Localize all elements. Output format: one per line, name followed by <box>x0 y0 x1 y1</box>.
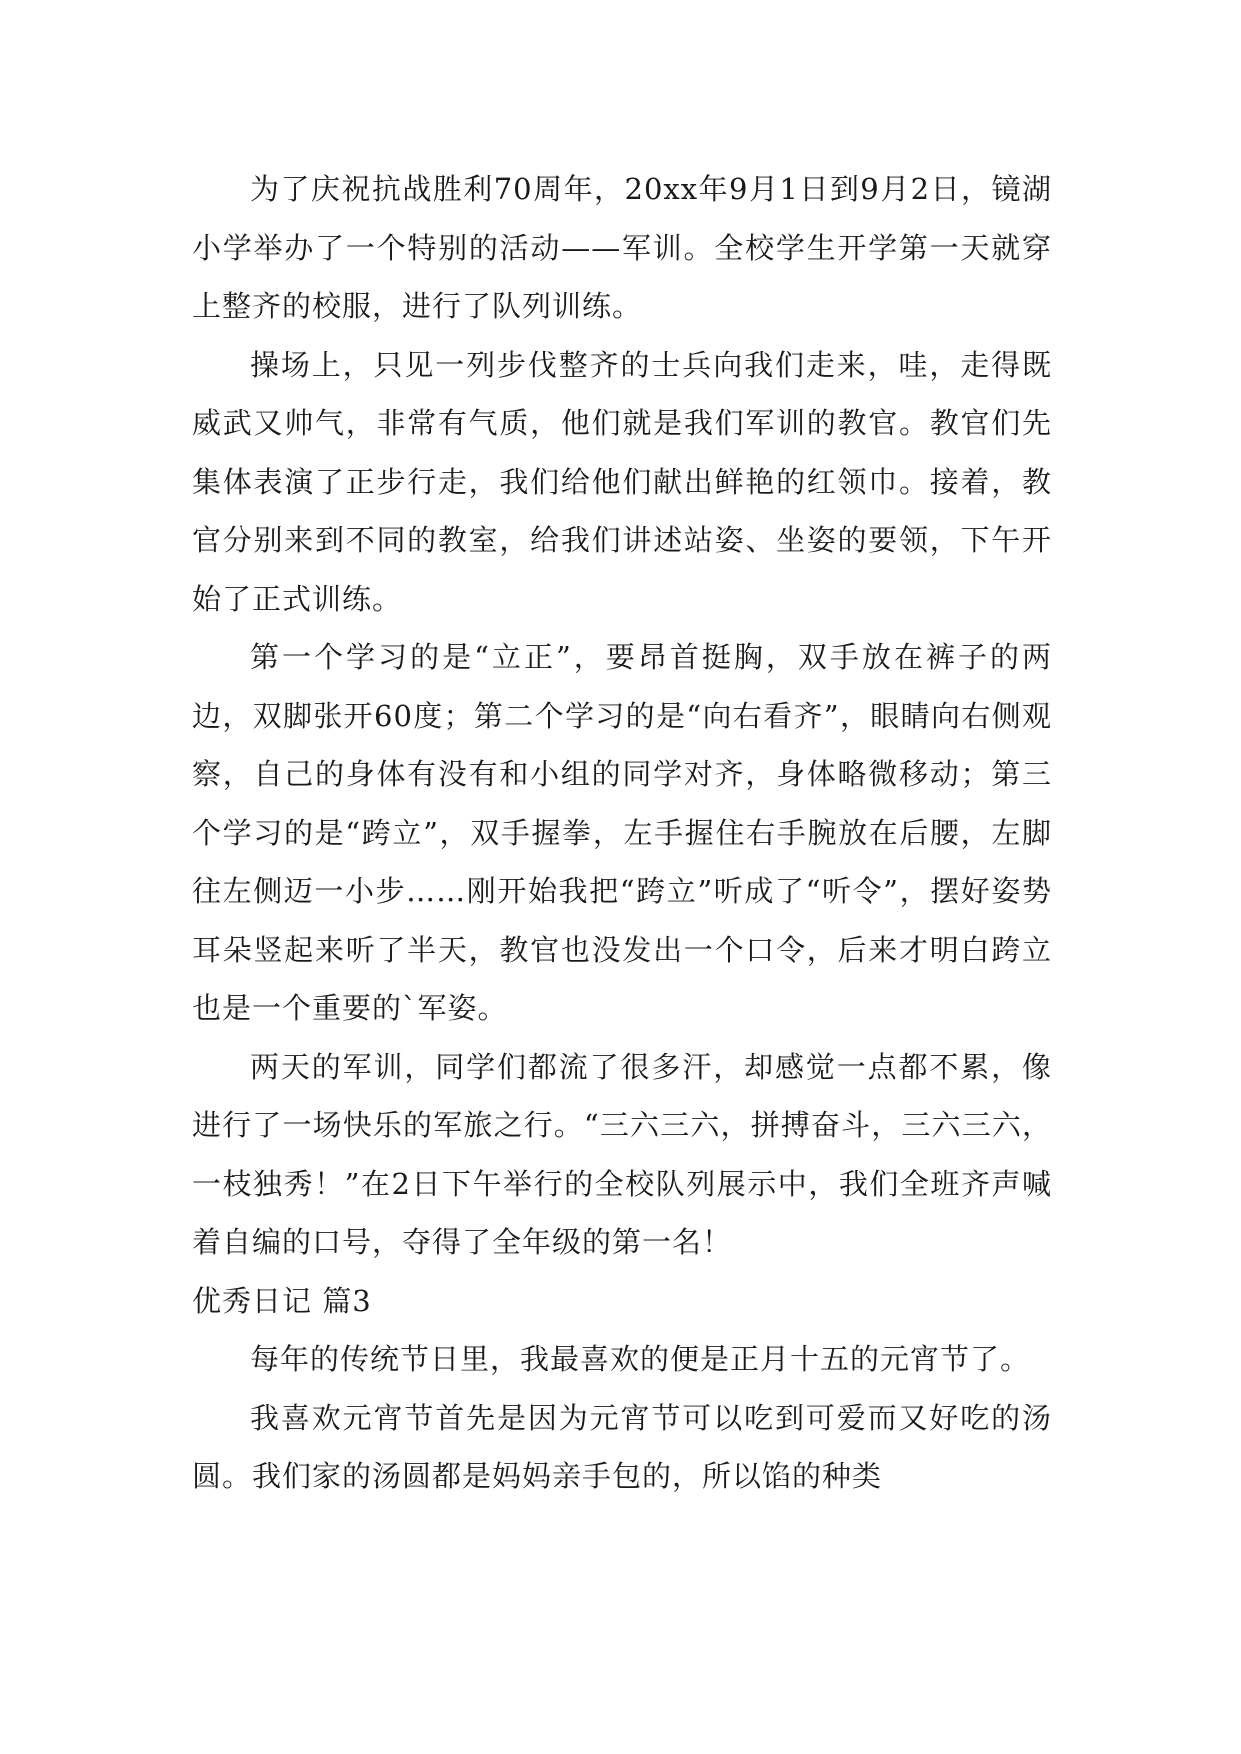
paragraph-lantern-festival: 每年的传统节日里，我最喜欢的便是正月十五的元宵节了。 <box>250 1342 1031 1376</box>
paragraph-training-result: 两天的军训，同学们都流了很多汗，却感觉一点都不累，像进行了一场快乐的军旅之行。“三六三六，拼搏奋斗，三六三六，一枝独秀！”在2日下午举行的全校队列展示中，我们全班齐声喊着自编的口号，夺得了全年级的第一名！ <box>192 1049 1052 1259</box>
paragraph-drill-positions: 第一个学习的是“立正”，要昂首挺胸，双手放在裤子的两边，双脚张开60度；第二个学习的是“向右看齐”，眼睛向右侧观察，自己的身体有没有和小组的同学对齐，身体略微移动；第三个学习的是“跨立”，双手握拳，左手握住右手腕放在后腰，左脚往左侧迈一小步……刚开始我把“跨立”听成了“听令”，摆好姿势耳朵竖起来听了半天，教官也没发出一个口令，后来才明白跨立也是一个重要的`军姿。 <box>192 640 1052 1025</box>
paragraph-instructors: 操场上，只见一列步伐整齐的士兵向我们走来，哇，走得既威武又帅气，非常有气质，他们就是我们军训的教官。教官们先集体表演了正步行走，我们给他们献出鲜艳的红领巾。接着，教官分别来到不同的教室，给我们讲述站姿、坐姿的要领，下午开始了正式训练。 <box>192 347 1052 616</box>
paragraph-military-training-intro: 为了庆祝抗战胜利70周年，20xx年9月1日到9月2日，镜湖小学举办了一个特别的活动——军训。全校学生开学第一天就穿上整齐的校服，进行了队列训练。 <box>192 172 1052 323</box>
document-body <box>192 160 1052 1506</box>
paragraph-tangyuan: 我喜欢元宵节首先是因为元宵节可以吃到可爱而又好吃的汤圆。我们家的汤圆都是妈妈亲手包的，所以馅的种类 <box>192 1400 1052 1493</box>
section-heading: 优秀日记 篇3 <box>192 1283 372 1318</box>
